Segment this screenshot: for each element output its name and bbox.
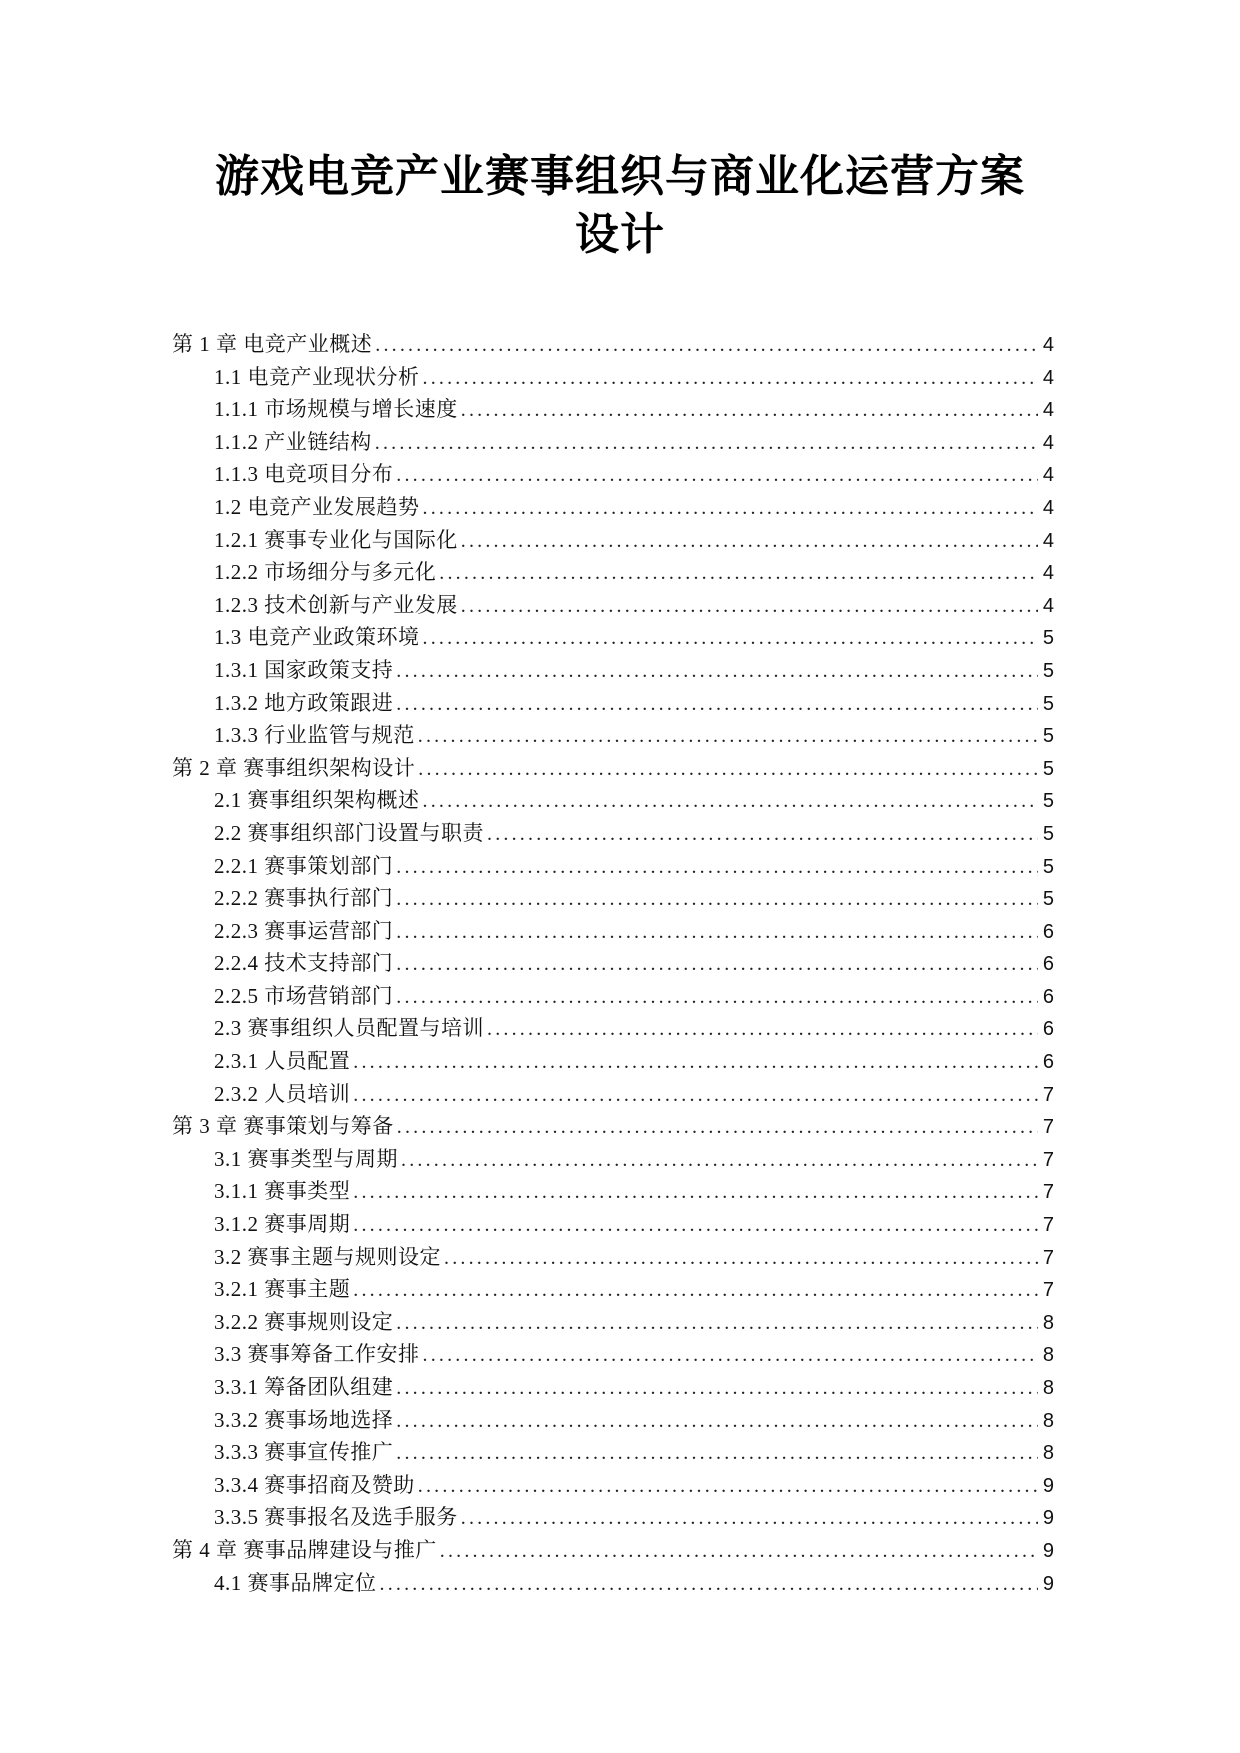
toc-leader-dots — [396, 850, 1038, 884]
toc-entry-label: 2.2.1 赛事策划部门 — [214, 853, 394, 878]
toc-page-number: 9 — [1042, 1507, 1054, 1530]
toc-entry-label: 3.3.2 赛事场地选择 — [214, 1407, 394, 1432]
toc-entry-label: 1.1.1 市场规模与增长速度 — [214, 397, 458, 422]
toc-entry[interactable] — [172, 1241, 1054, 1274]
toc-entry-label: 3.2.1 赛事主题 — [214, 1277, 351, 1302]
toc-leader-dots — [353, 1175, 1038, 1209]
toc-entry-label: 3.1.2 赛事周期 — [214, 1212, 351, 1237]
toc-entry-label: 1.1.3 电竞项目分布 — [214, 462, 394, 487]
toc-entry-label: 1.2 电竞产业发展趋势 — [214, 494, 420, 519]
toc-entry-label: 3.3.5 赛事报名及选手服务 — [214, 1505, 458, 1530]
toc-page-number: 4 — [1042, 399, 1054, 422]
toc-entry-label: 1.2.1 赛事专业化与国际化 — [214, 527, 458, 552]
toc-leader-dots — [397, 1110, 1038, 1144]
toc-page-number: 5 — [1042, 888, 1054, 911]
toc-leader-dots — [396, 654, 1038, 688]
toc-entry[interactable] — [172, 784, 1054, 817]
toc-leader-dots — [353, 1045, 1038, 1079]
toc-entry[interactable] — [172, 1045, 1054, 1078]
toc-page-number: 7 — [1042, 1148, 1054, 1171]
toc-entry[interactable] — [172, 1371, 1054, 1404]
toc-entry-label: 1.3.1 国家政策支持 — [214, 657, 394, 682]
toc-entry[interactable] — [172, 850, 1054, 883]
toc-leader-dots — [487, 1012, 1038, 1046]
document-title-line1: 游戏电竞产业赛事组织与商业化运营方案 — [215, 152, 1025, 201]
toc-entry[interactable] — [172, 1469, 1054, 1502]
toc-entry[interactable] — [172, 1273, 1054, 1306]
toc-page-number: 5 — [1042, 659, 1054, 682]
toc-entry[interactable] — [172, 589, 1054, 622]
toc-entry[interactable] — [172, 1338, 1054, 1371]
toc-leader-dots — [439, 556, 1038, 590]
toc-entry-label: 第 4 章 赛事品牌建设与推广 — [172, 1537, 437, 1562]
toc-page-number: 4 — [1042, 334, 1054, 356]
toc-page-number: 9 — [1042, 1572, 1054, 1595]
toc-page-number: 5 — [1042, 725, 1054, 748]
toc-entry[interactable] — [172, 687, 1054, 720]
toc-leader-dots — [375, 426, 1038, 460]
toc-leader-dots — [423, 1338, 1039, 1372]
toc-entry-label: 3.1.1 赛事类型 — [214, 1179, 351, 1204]
toc-entry[interactable] — [172, 1078, 1054, 1111]
toc-leader-dots — [396, 1306, 1038, 1340]
toc-entry-label: 3.2 赛事主题与规则设定 — [214, 1244, 441, 1269]
toc-entry[interactable] — [172, 719, 1054, 752]
toc-leader-dots — [461, 1501, 1038, 1535]
toc-entry-label: 2.2.2 赛事执行部门 — [214, 886, 394, 911]
toc-entry[interactable] — [172, 1306, 1054, 1339]
toc-page-number: 6 — [1042, 985, 1054, 1008]
toc-entry[interactable] — [172, 1534, 1054, 1567]
toc-entry-label: 1.3 电竞产业政策环境 — [214, 625, 420, 650]
toc-leader-dots — [423, 491, 1039, 525]
toc-page-number: 5 — [1042, 627, 1054, 650]
toc-entry[interactable] — [172, 1175, 1054, 1208]
toc-page-number: 4 — [1042, 366, 1054, 389]
toc-entry-label: 1.3.2 地方政策跟进 — [214, 690, 394, 715]
toc-entry-label: 1.1 电竞产业现状分析 — [214, 364, 420, 389]
toc-leader-dots — [418, 752, 1038, 786]
toc-entry-label: 第 1 章 电竞产业概述 — [172, 332, 373, 356]
toc-page-number: 8 — [1042, 1377, 1054, 1399]
toc-entry-label: 1.1.2 产业链结构 — [214, 429, 372, 454]
toc-entry[interactable] — [172, 621, 1054, 654]
toc-leader-dots — [423, 621, 1039, 655]
toc-entry[interactable] — [172, 817, 1054, 850]
toc-entry-label: 2.2.4 技术支持部门 — [214, 951, 394, 976]
toc-page-number: 4 — [1042, 431, 1054, 454]
toc-entry-label: 2.3.2 人员培训 — [214, 1081, 351, 1106]
toc-entry[interactable] — [172, 752, 1054, 785]
toc-page-number: 7 — [1042, 1116, 1054, 1139]
toc-page-number: 6 — [1042, 1018, 1054, 1041]
toc-entry[interactable] — [172, 1110, 1054, 1143]
toc-page-number: 5 — [1042, 855, 1054, 878]
toc-page-number: 5 — [1042, 692, 1054, 715]
toc-leader-dots — [353, 1078, 1038, 1112]
toc-entry[interactable] — [172, 1012, 1054, 1045]
toc-entry-label: 2.3 赛事组织人员配置与培训 — [214, 1016, 484, 1041]
toc-page-number: 7 — [1042, 1181, 1054, 1204]
toc-entry[interactable] — [172, 1143, 1054, 1176]
toc-entry[interactable] — [172, 458, 1054, 491]
toc-entry-label: 3.2.2 赛事规则设定 — [214, 1309, 394, 1334]
toc-page-number: 4 — [1042, 562, 1054, 585]
toc-entry-label: 2.2.3 赛事运营部门 — [214, 918, 394, 943]
toc-page-number: 7 — [1042, 1246, 1054, 1269]
toc-page-number: 4 — [1042, 496, 1054, 519]
toc-leader-dots — [440, 1534, 1038, 1568]
toc-entry[interactable] — [172, 524, 1054, 557]
toc-leader-dots — [396, 1436, 1038, 1470]
toc-entry[interactable] — [172, 1567, 1054, 1600]
toc-page-number: 4 — [1042, 464, 1054, 487]
toc-leader-dots — [396, 947, 1038, 981]
toc-entry[interactable] — [172, 947, 1054, 980]
toc-entry[interactable] — [172, 426, 1054, 459]
toc-page-number: 7 — [1042, 1214, 1054, 1237]
toc-entry-label: 3.1 赛事类型与周期 — [214, 1146, 398, 1171]
toc-leader-dots — [418, 719, 1038, 753]
toc-entry[interactable] — [172, 1208, 1054, 1241]
toc-page-number: 8 — [1042, 1442, 1054, 1465]
toc-entry-label: 1.2.2 市场细分与多元化 — [214, 560, 437, 585]
toc-entry[interactable] — [172, 361, 1054, 394]
toc-page-number: 8 — [1042, 1409, 1054, 1432]
toc-leader-dots — [487, 817, 1038, 851]
toc-leader-dots — [444, 1241, 1038, 1275]
toc-entry[interactable] — [172, 915, 1054, 948]
toc-leader-dots — [423, 784, 1039, 818]
toc-page-number: 8 — [1042, 1311, 1054, 1334]
toc-leader-dots — [418, 1469, 1038, 1503]
toc-entry[interactable] — [172, 1501, 1054, 1534]
toc-leader-dots — [396, 458, 1038, 492]
toc-leader-dots — [401, 1143, 1038, 1177]
toc-leader-dots — [375, 328, 1038, 362]
toc-entry-label: 2.2 赛事组织部门设置与职责 — [214, 820, 484, 845]
toc-entry-label: 第 2 章 赛事组织架构设计 — [172, 755, 416, 780]
toc-entry-label: 3.3 赛事筹备工作安排 — [214, 1342, 420, 1367]
toc-page-number: 4 — [1042, 594, 1054, 617]
toc-entry[interactable] — [172, 328, 1054, 361]
toc — [172, 328, 1054, 1599]
toc-leader-dots — [396, 1404, 1038, 1438]
toc-leader-dots — [396, 915, 1038, 949]
toc-entry-label: 3.3.3 赛事宣传推广 — [214, 1440, 394, 1465]
toc-entry-label: 3.3.4 赛事招商及赞助 — [214, 1472, 415, 1497]
toc-entry[interactable] — [172, 1436, 1054, 1469]
document-title — [0, 148, 1240, 264]
toc-leader-dots — [353, 1208, 1038, 1242]
toc-entry[interactable] — [172, 654, 1054, 687]
toc-page-number: 5 — [1042, 790, 1054, 813]
document-title-line2: 设计 — [575, 210, 665, 259]
toc-leader-dots — [396, 980, 1038, 1014]
toc-entry[interactable] — [172, 393, 1054, 426]
toc-page-number: 7 — [1042, 1083, 1054, 1106]
toc-page-number: 9 — [1042, 1474, 1054, 1497]
toc-leader-dots — [396, 882, 1038, 916]
toc-page-number: 5 — [1042, 822, 1054, 845]
toc-entry[interactable] — [172, 882, 1054, 915]
toc-page-number: 6 — [1042, 953, 1054, 976]
toc-page-number: 4 — [1042, 529, 1054, 552]
toc-entry[interactable] — [172, 556, 1054, 589]
toc-page-number: 6 — [1042, 1051, 1054, 1074]
toc-page-number: 7 — [1042, 1279, 1054, 1302]
toc-entry-label: 3.3.1 筹备团队组建 — [214, 1375, 394, 1399]
toc-entry-label: 1.3.3 行业监管与规范 — [214, 723, 415, 748]
toc-leader-dots — [461, 524, 1038, 558]
toc-entry[interactable] — [172, 980, 1054, 1013]
toc-entry-label: 4.1 赛事品牌定位 — [214, 1570, 377, 1595]
toc-leader-dots — [353, 1273, 1038, 1307]
toc-page-number: 8 — [1042, 1344, 1054, 1367]
toc-page-number: 5 — [1042, 757, 1054, 780]
toc-leader-dots — [461, 393, 1038, 427]
toc-page-number: 9 — [1042, 1539, 1054, 1562]
toc-entry-label: 2.2.5 市场营销部门 — [214, 983, 394, 1008]
toc-entry[interactable] — [172, 491, 1054, 524]
toc-leader-dots — [423, 361, 1039, 395]
toc-entry-label: 2.1 赛事组织架构概述 — [214, 788, 420, 813]
toc-entry-label: 1.2.3 技术创新与产业发展 — [214, 592, 458, 617]
toc-leader-dots — [380, 1567, 1039, 1601]
toc-page-number: 6 — [1042, 920, 1054, 943]
toc-entry[interactable] — [172, 1404, 1054, 1437]
toc-leader-dots — [461, 589, 1038, 623]
toc-leader-dots — [396, 687, 1038, 721]
toc-entry-label: 2.3.1 人员配置 — [214, 1049, 351, 1074]
toc-entry-label: 第 3 章 赛事策划与筹备 — [172, 1114, 394, 1139]
toc-leader-dots — [396, 1371, 1038, 1405]
